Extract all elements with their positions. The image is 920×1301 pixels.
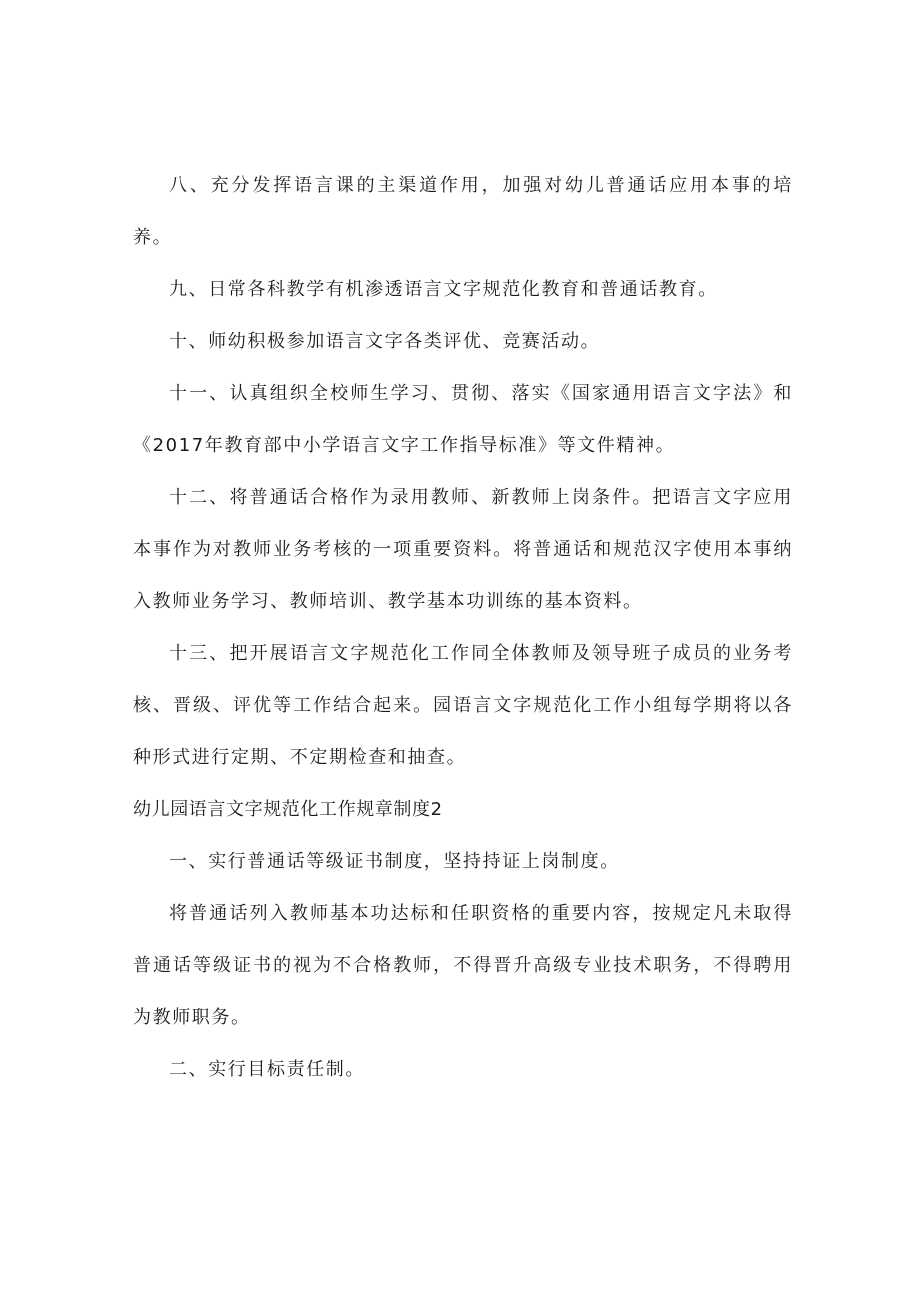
paragraph-12: 十二、将普通话合格作为录用教师、新教师上岗条件。把语言文字应用本事作为对教师业务考核的一项重要资料。将普通话和规范汉字使用本事纳入教师业务学习、教师培训、教学基本功训练的基本资料。: [133, 487, 793, 612]
paragraph-10: 十、师幼积极参加语言文字各类评优、竞赛活动。: [169, 331, 601, 352]
section-paragraph-3: 二、实行目标责任制。: [169, 1059, 365, 1080]
paragraph-13: 十三、把开展语言文字规范化工作同全体教师及领导班子成员的业务考核、晋级、评优等工作结合起来。园语言文字规范化工作小组每学期将以各种形式进行定期、不定期检查和抽查。: [133, 643, 793, 768]
paragraph-9: 九、日常各科教学有机渗透语言文字规范化教育和普通话教育。: [169, 279, 718, 300]
paragraph-8: 八、充分发挥语言课的主渠道作用，加强对幼儿普通话应用本事的培养。: [133, 175, 793, 248]
section-paragraph-1: 一、实行普通话等级证书制度，坚持持证上岗制度。: [169, 851, 620, 872]
document-body: [133, 160, 793, 1096]
section-paragraph-2: 将普通话列入教师基本功达标和任职资格的重要内容，按规定凡未取得普通话等级证书的视为不合格教师，不得晋升高级专业技术职务，不得聘用为教师职务。: [133, 903, 793, 1028]
paragraph-11: 十一、认真组织全校师生学习、贯彻、落实《国家通用语言文字法》和《2017年教育部中小学语言文字工作指导标准》等文件精神。: [133, 383, 793, 456]
section-title: 幼儿园语言文字规范化工作规章制度2: [133, 799, 443, 820]
